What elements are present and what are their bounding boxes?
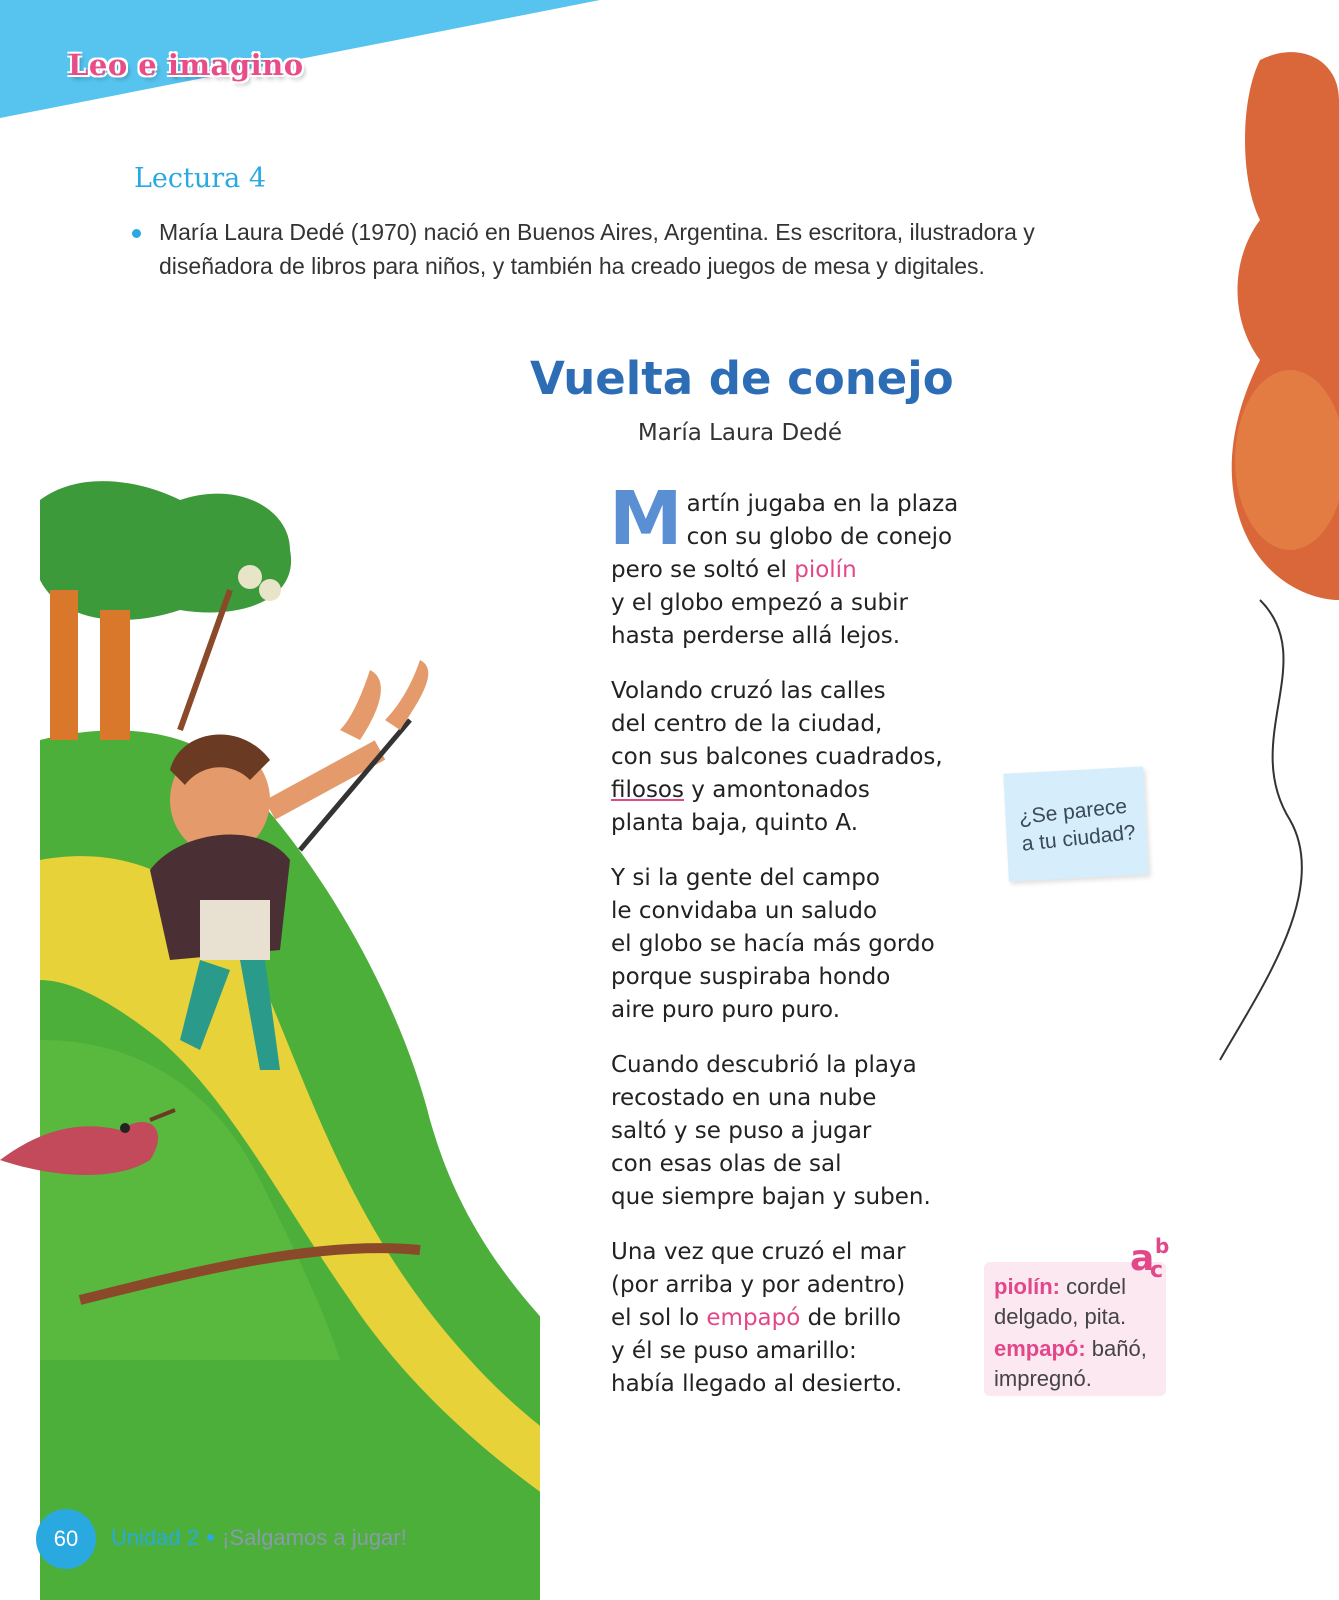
stanza-2	[611, 675, 971, 840]
poem-line: Una vez que cruzó el mar	[611, 1239, 906, 1265]
reading-label: Lectura 4	[134, 163, 267, 194]
poem-author: María Laura Dedé	[637, 420, 843, 446]
poem-line: Volando cruzó las calles	[611, 678, 886, 704]
poem-line-text: y amontonados	[684, 777, 870, 803]
footer-unit	[111, 1525, 407, 1551]
poem-line: Cuando descubrió la playa	[611, 1052, 917, 1078]
stanza-4	[611, 1049, 971, 1214]
drop-cap: M	[609, 476, 683, 562]
bullet-icon	[132, 229, 141, 238]
poem-line: del centro de la ciudad,	[611, 711, 883, 737]
poem-line: planta baja, quinto A.	[611, 810, 859, 836]
poem-line	[611, 1302, 971, 1335]
glossary-word-link[interactable]: empapó	[706, 1305, 801, 1331]
poem-line: con sus balcones cuadrados,	[611, 744, 943, 770]
author-bio-text: María Laura Dedé (1970) nació en Buenos Aires, Argentina. Es escritora, ilustradora y diseñadora de libros para niños, y también ha creado juegos de mesa y digitales.	[159, 219, 1035, 279]
poem-line: y él se puso amarillo:	[611, 1338, 857, 1364]
page-number: 60	[36, 1509, 96, 1569]
poem-line: hasta perderse allá lejos.	[611, 623, 901, 649]
hill-illustration	[0, 480, 540, 1600]
glossary-definition: bañó, impregnó.	[994, 1336, 1147, 1391]
glossary-entry-empapo	[994, 1334, 1166, 1394]
sticky-note-line: ¿Se parece	[1017, 794, 1129, 829]
glossary-term: piolín:	[994, 1274, 1060, 1299]
unit-subtitle: ¡Salgamos a jugar!	[222, 1525, 407, 1550]
poem-line	[611, 774, 971, 807]
section-label: Leo e imagino	[68, 48, 304, 82]
glossary-definition: cordel delgado, pita.	[994, 1274, 1127, 1329]
author-bio	[132, 215, 1092, 283]
poem-line: recostado en una nube	[611, 1085, 877, 1111]
stanza-5	[611, 1236, 971, 1401]
poem-line: había llegado al desierto.	[611, 1371, 903, 1397]
glossary-term: empapó:	[994, 1336, 1086, 1361]
poem-line: con esas olas de sal	[611, 1151, 842, 1177]
sticky-note-line: a tu ciudad?	[1020, 820, 1137, 856]
poem-line: le convidaba un saludo	[611, 898, 878, 924]
poem-line: y el globo empezó a subir	[611, 590, 908, 616]
balloon-shape	[1200, 40, 1339, 1100]
underlined-word: filosos	[611, 777, 684, 803]
poem-line-text: pero se soltó el	[611, 557, 795, 583]
abc-icon: a b c	[1130, 1234, 1170, 1283]
sticky-note-text	[1018, 792, 1137, 858]
poem-line	[611, 554, 971, 587]
poem-line: Y si la gente del campo	[611, 865, 880, 891]
unit-label: Unidad 2	[111, 1525, 200, 1550]
poem-line-text: el sol lo	[611, 1305, 707, 1331]
poem-line: artín jugaba en la plaza	[686, 491, 959, 517]
poem-line: aire puro puro puro.	[611, 997, 841, 1023]
poem-title: Vuelta de conejo	[530, 352, 954, 405]
bullet-icon	[207, 1534, 214, 1541]
poem-body	[609, 476, 971, 1423]
poem-line-text: de brillo	[800, 1305, 901, 1331]
poem-line: el globo se hacía más gordo	[611, 931, 935, 957]
stanza-1	[609, 476, 971, 653]
poem-line: porque suspiraba hondo	[611, 964, 891, 990]
poem-line: (por arriba y por adentro)	[611, 1272, 906, 1298]
poem-line: que siempre bajan y suben.	[611, 1184, 931, 1210]
poem-line: saltó y se puso a jugar	[611, 1118, 872, 1144]
poem-line: con su globo de conejo	[686, 524, 953, 550]
stanza-3	[611, 862, 971, 1027]
sticky-note	[1003, 766, 1148, 881]
glossary-word-link[interactable]: piolín	[794, 557, 857, 583]
